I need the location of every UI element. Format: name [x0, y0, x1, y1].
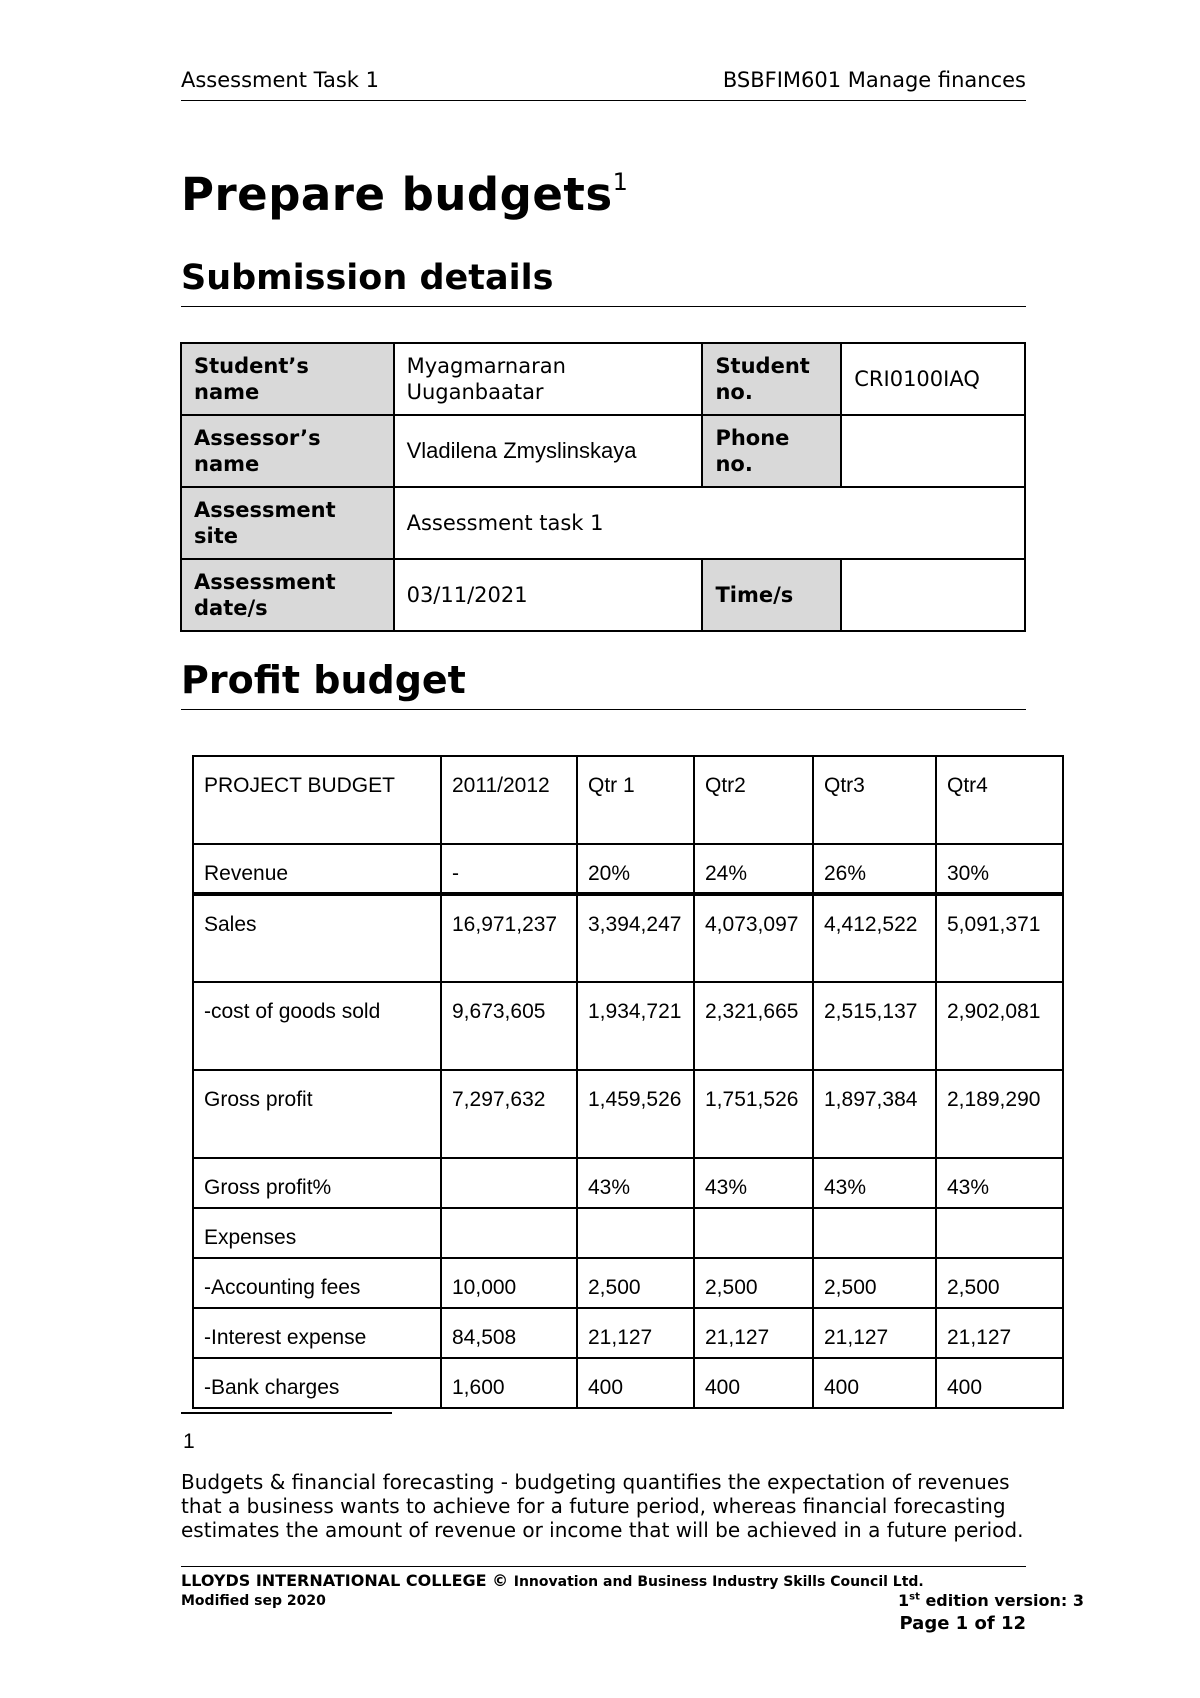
budget-cell: 43%: [694, 1158, 813, 1208]
header-task: Assessment Task 1: [181, 68, 380, 92]
budget-cell: 5,091,371: [936, 894, 1063, 982]
budget-cell: [441, 1158, 577, 1208]
student-name-label: Student’s name: [181, 343, 394, 415]
assessor-name-value[interactable]: Vladilena Zmyslinskaya: [394, 415, 703, 487]
budget-cell: [441, 1208, 577, 1258]
date-label: Assessment date/s: [181, 559, 394, 631]
budget-row: [193, 982, 1063, 1070]
budget-cell: 1,934,721: [577, 982, 694, 1070]
budget-cell: 21,127: [577, 1308, 694, 1358]
edition-ordinal: st: [909, 1591, 920, 1603]
submission-row-student: [181, 343, 1025, 415]
budget-cell: 400: [936, 1358, 1063, 1408]
budget-cell: 16,971,237: [441, 894, 577, 982]
budget-column-header: Qtr2: [694, 756, 813, 844]
budget-cell: 21,127: [694, 1308, 813, 1358]
budget-cell: 1,751,526: [694, 1070, 813, 1158]
budget-cell: -: [441, 844, 577, 894]
footer-council: Innovation and Business Industry Skills Council Ltd.: [513, 1574, 924, 1590]
time-value[interactable]: [841, 559, 1025, 631]
assessor-name-label: Assessor’s name: [181, 415, 394, 487]
budget-cell: 400: [813, 1358, 936, 1408]
budget-cell: [577, 1208, 694, 1258]
date-value[interactable]: 03/11/2021: [394, 559, 703, 631]
budget-row: [193, 844, 1063, 894]
student-no-label: Student no.: [702, 343, 841, 415]
header-unit: BSBFIM601 Manage finances: [722, 68, 1026, 92]
edition-number: 1: [898, 1591, 910, 1610]
budget-row-label: -cost of goods sold: [193, 982, 441, 1070]
budget-column-header: Qtr 1: [577, 756, 694, 844]
budget-cell: [813, 1208, 936, 1258]
budget-cell: 2,902,081: [936, 982, 1063, 1070]
budget-cell: 7,297,632: [441, 1070, 577, 1158]
budget-cell: 43%: [813, 1158, 936, 1208]
footnote-divider: [181, 1412, 392, 1414]
budget-column-header: 2011/2012: [441, 756, 577, 844]
student-no-value[interactable]: CRI0100IAQ: [841, 343, 1025, 415]
footnote-text: Budgets & financial forecasting - budgeting quantifies the expectation of revenues that a business wants to achieve for a future period, whereas financial forecasting estimates the amount of revenue or income that will be achieved in a future period.: [181, 1470, 1024, 1542]
submission-table: [180, 342, 1026, 632]
budget-cell: 43%: [577, 1158, 694, 1208]
budget-cell: 2,500: [936, 1258, 1063, 1308]
budget-cell: 2,189,290: [936, 1070, 1063, 1158]
budget-row-label: Gross profit%: [193, 1158, 441, 1208]
submission-row-date: [181, 559, 1025, 631]
budget-cell: 9,673,605: [441, 982, 577, 1070]
budget-cell: 10,000: [441, 1258, 577, 1308]
budget-cell: 400: [577, 1358, 694, 1408]
budget-row: [193, 894, 1063, 982]
footer-copyright: [181, 1571, 924, 1590]
budget-cell: 1,897,384: [813, 1070, 936, 1158]
budget-cell: 4,412,522: [813, 894, 936, 982]
budget-row: [193, 1158, 1063, 1208]
budget-row-label: Sales: [193, 894, 441, 982]
budget-row: [193, 1208, 1063, 1258]
budget-cell: 21,127: [813, 1308, 936, 1358]
budget-cell: 4,073,097: [694, 894, 813, 982]
student-name-value[interactable]: Myagmarnaran Uuganbaatar: [394, 343, 703, 415]
budget-column-header: PROJECT BUDGET: [193, 756, 441, 844]
budget-row: [193, 1070, 1063, 1158]
profit-budget-body: [193, 756, 1063, 1408]
budget-row-label: -Interest expense: [193, 1308, 441, 1358]
edition-text: edition version: 3: [925, 1591, 1084, 1610]
profit-budget-table: [192, 755, 1064, 1409]
page-title: [181, 168, 628, 221]
submission-row-site: [181, 487, 1025, 559]
time-label: Time/s: [702, 559, 841, 631]
budget-row-label: Expenses: [193, 1208, 441, 1258]
budget-cell: 1,600: [441, 1358, 577, 1408]
footer-edition: [898, 1591, 1084, 1610]
budget-header-row: [193, 756, 1063, 844]
budget-cell: [936, 1208, 1063, 1258]
budget-cell: 21,127: [936, 1308, 1063, 1358]
budget-column-header: Qtr4: [936, 756, 1063, 844]
phone-label: Phone no.: [702, 415, 841, 487]
budget-cell: 2,321,665: [694, 982, 813, 1070]
page-title-text: Prepare budgets: [181, 168, 613, 221]
budget-cell: 400: [694, 1358, 813, 1408]
title-footnote-ref[interactable]: 1: [612, 168, 629, 196]
budget-cell: 43%: [936, 1158, 1063, 1208]
phone-value[interactable]: [841, 415, 1025, 487]
budget-cell: 20%: [577, 844, 694, 894]
page-footer: [181, 1566, 1084, 1634]
budget-cell: 26%: [813, 844, 936, 894]
submission-heading: Submission details: [181, 258, 1026, 307]
footer-college: LLOYDS INTERNATIONAL COLLEGE ©: [181, 1571, 509, 1590]
profit-budget-heading: Profit budget: [181, 658, 1026, 710]
budget-row-label: Revenue: [193, 844, 441, 894]
footer-page-number: Page 1 of 12: [899, 1613, 1026, 1634]
budget-cell: 2,500: [577, 1258, 694, 1308]
footer-modified: Modified sep 2020: [181, 1593, 326, 1609]
site-value[interactable]: Assessment task 1: [394, 487, 1025, 559]
budget-row: [193, 1258, 1063, 1308]
budget-row-label: Gross profit: [193, 1070, 441, 1158]
budget-cell: 30%: [936, 844, 1063, 894]
budget-cell: 2,500: [694, 1258, 813, 1308]
site-label: Assessment site: [181, 487, 394, 559]
footnote-number: 1: [183, 1430, 195, 1453]
submission-row-assessor: [181, 415, 1025, 487]
budget-cell: 3,394,247: [577, 894, 694, 982]
budget-row: [193, 1358, 1063, 1408]
page-header: [181, 68, 1026, 101]
budget-row: [193, 1308, 1063, 1358]
budget-cell: 84,508: [441, 1308, 577, 1358]
budget-row-label: -Bank charges: [193, 1358, 441, 1408]
budget-column-header: Qtr3: [813, 756, 936, 844]
budget-row-label: -Accounting fees: [193, 1258, 441, 1308]
budget-cell: [694, 1208, 813, 1258]
budget-cell: 2,500: [813, 1258, 936, 1308]
budget-cell: 2,515,137: [813, 982, 936, 1070]
budget-cell: 24%: [694, 844, 813, 894]
budget-cell: 1,459,526: [577, 1070, 694, 1158]
